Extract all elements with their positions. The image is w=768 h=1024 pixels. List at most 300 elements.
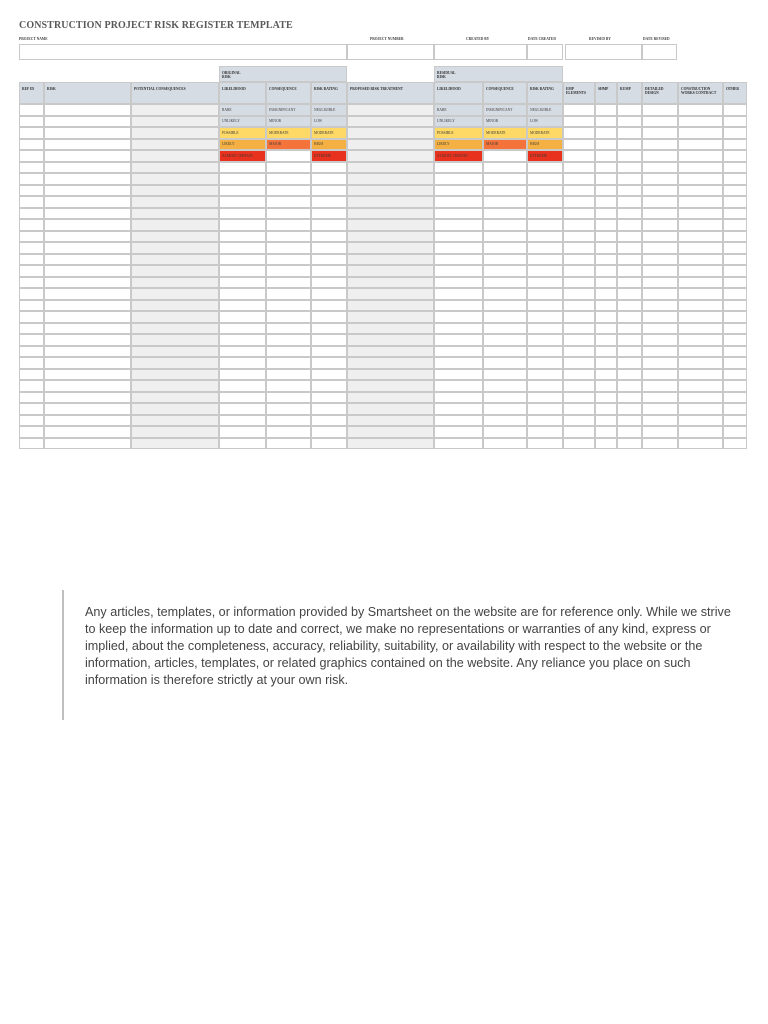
- table-cell[interactable]: [678, 300, 723, 312]
- table-cell[interactable]: [617, 403, 642, 415]
- table-cell[interactable]: [347, 231, 434, 243]
- table-cell[interactable]: [642, 127, 678, 139]
- table-cell[interactable]: [617, 334, 642, 346]
- table-cell[interactable]: [219, 334, 266, 346]
- table-cell[interactable]: [44, 219, 131, 231]
- table-cell[interactable]: [347, 185, 434, 197]
- table-cell[interactable]: [563, 300, 595, 312]
- table-cell[interactable]: [19, 219, 44, 231]
- table-cell[interactable]: [311, 196, 347, 208]
- table-cell[interactable]: [595, 277, 617, 289]
- table-cell[interactable]: [678, 288, 723, 300]
- table-cell[interactable]: [347, 242, 434, 254]
- table-cell[interactable]: [44, 162, 131, 174]
- table-cell[interactable]: [219, 231, 266, 243]
- table-cell[interactable]: [595, 300, 617, 312]
- table-cell[interactable]: [19, 139, 44, 151]
- table-cell[interactable]: [678, 127, 723, 139]
- table-cell[interactable]: [642, 104, 678, 116]
- table-cell[interactable]: [723, 219, 747, 231]
- table-cell[interactable]: [131, 403, 219, 415]
- table-cell[interactable]: [131, 254, 219, 266]
- table-cell[interactable]: [723, 150, 747, 162]
- table-cell[interactable]: [483, 415, 527, 427]
- table-cell[interactable]: [347, 369, 434, 381]
- table-cell[interactable]: [44, 231, 131, 243]
- table-cell[interactable]: [311, 392, 347, 404]
- table-cell[interactable]: [617, 357, 642, 369]
- table-cell[interactable]: [19, 415, 44, 427]
- table-cell[interactable]: [723, 231, 747, 243]
- table-cell[interactable]: [642, 426, 678, 438]
- table-cell[interactable]: [595, 426, 617, 438]
- table-cell[interactable]: [642, 392, 678, 404]
- table-cell[interactable]: [617, 139, 642, 151]
- table-cell[interactable]: [595, 346, 617, 358]
- table-cell[interactable]: [563, 254, 595, 266]
- table-cell[interactable]: [347, 438, 434, 450]
- table-cell[interactable]: [595, 173, 617, 185]
- table-cell[interactable]: [563, 357, 595, 369]
- table-cell[interactable]: [527, 369, 563, 381]
- table-cell[interactable]: [527, 334, 563, 346]
- table-cell[interactable]: [527, 438, 563, 450]
- table-cell[interactable]: [347, 173, 434, 185]
- project-number-field[interactable]: [347, 44, 434, 60]
- table-cell[interactable]: [642, 288, 678, 300]
- table-cell[interactable]: [44, 277, 131, 289]
- table-cell[interactable]: [219, 173, 266, 185]
- table-cell[interactable]: [219, 380, 266, 392]
- table-cell[interactable]: [595, 288, 617, 300]
- table-cell[interactable]: [219, 438, 266, 450]
- table-cell[interactable]: [434, 208, 483, 220]
- table-cell[interactable]: [219, 277, 266, 289]
- table-cell[interactable]: [595, 415, 617, 427]
- table-cell[interactable]: [266, 369, 311, 381]
- table-cell[interactable]: [131, 162, 219, 174]
- table-cell[interactable]: [44, 311, 131, 323]
- table-cell[interactable]: [678, 231, 723, 243]
- table-cell[interactable]: [347, 127, 434, 139]
- table-cell[interactable]: [19, 150, 44, 162]
- table-cell[interactable]: [219, 288, 266, 300]
- table-cell[interactable]: [311, 208, 347, 220]
- table-cell[interactable]: [563, 242, 595, 254]
- table-cell[interactable]: [311, 369, 347, 381]
- table-cell[interactable]: [595, 127, 617, 139]
- table-cell[interactable]: [219, 242, 266, 254]
- table-cell[interactable]: [483, 185, 527, 197]
- table-cell[interactable]: [19, 196, 44, 208]
- table-cell[interactable]: [483, 300, 527, 312]
- table-cell[interactable]: [483, 311, 527, 323]
- table-cell[interactable]: [527, 346, 563, 358]
- table-cell[interactable]: [642, 173, 678, 185]
- table-cell[interactable]: [483, 162, 527, 174]
- table-cell[interactable]: [723, 208, 747, 220]
- table-cell[interactable]: [19, 173, 44, 185]
- table-cell[interactable]: [527, 392, 563, 404]
- table-cell[interactable]: [617, 300, 642, 312]
- table-cell[interactable]: [44, 323, 131, 335]
- table-cell[interactable]: [131, 369, 219, 381]
- table-cell[interactable]: [563, 380, 595, 392]
- table-cell[interactable]: [44, 380, 131, 392]
- table-cell[interactable]: [266, 357, 311, 369]
- table-cell[interactable]: [347, 116, 434, 128]
- table-cell[interactable]: [44, 208, 131, 220]
- table-cell[interactable]: [311, 346, 347, 358]
- table-cell[interactable]: [434, 334, 483, 346]
- table-cell[interactable]: [678, 403, 723, 415]
- table-cell[interactable]: [617, 185, 642, 197]
- table-cell[interactable]: [617, 196, 642, 208]
- table-cell[interactable]: [563, 104, 595, 116]
- table-cell[interactable]: [434, 196, 483, 208]
- table-cell[interactable]: [19, 242, 44, 254]
- table-cell[interactable]: [311, 173, 347, 185]
- table-cell[interactable]: [266, 380, 311, 392]
- table-cell[interactable]: [563, 346, 595, 358]
- table-cell[interactable]: [723, 288, 747, 300]
- table-cell[interactable]: [678, 277, 723, 289]
- table-cell[interactable]: [563, 426, 595, 438]
- table-cell[interactable]: [483, 231, 527, 243]
- table-cell[interactable]: [563, 288, 595, 300]
- table-cell[interactable]: [678, 139, 723, 151]
- table-cell[interactable]: [678, 162, 723, 174]
- table-cell[interactable]: [131, 300, 219, 312]
- table-cell[interactable]: [434, 403, 483, 415]
- table-cell[interactable]: [527, 196, 563, 208]
- table-cell[interactable]: [44, 265, 131, 277]
- table-cell[interactable]: [617, 242, 642, 254]
- table-cell[interactable]: [347, 265, 434, 277]
- table-cell[interactable]: [678, 426, 723, 438]
- table-cell[interactable]: [563, 173, 595, 185]
- table-cell[interactable]: [44, 334, 131, 346]
- table-cell[interactable]: [44, 403, 131, 415]
- table-cell[interactable]: [44, 116, 131, 128]
- table-cell[interactable]: [595, 104, 617, 116]
- table-cell[interactable]: [19, 127, 44, 139]
- table-cell[interactable]: [483, 150, 527, 162]
- date-created-field[interactable]: [527, 44, 563, 60]
- table-cell[interactable]: [434, 392, 483, 404]
- table-cell[interactable]: [434, 415, 483, 427]
- table-cell[interactable]: [44, 438, 131, 450]
- table-cell[interactable]: [219, 357, 266, 369]
- table-cell[interactable]: [347, 196, 434, 208]
- table-cell[interactable]: [617, 127, 642, 139]
- table-cell[interactable]: [527, 254, 563, 266]
- table-cell[interactable]: [131, 265, 219, 277]
- table-cell[interactable]: [44, 196, 131, 208]
- table-cell[interactable]: [266, 254, 311, 266]
- table-cell[interactable]: [563, 150, 595, 162]
- table-cell[interactable]: [131, 380, 219, 392]
- table-cell[interactable]: [595, 242, 617, 254]
- table-cell[interactable]: [311, 380, 347, 392]
- table-cell[interactable]: [131, 357, 219, 369]
- table-cell[interactable]: [595, 380, 617, 392]
- project-name-field[interactable]: [19, 44, 347, 60]
- table-cell[interactable]: [723, 277, 747, 289]
- table-cell[interactable]: [44, 426, 131, 438]
- table-cell[interactable]: [483, 392, 527, 404]
- table-cell[interactable]: [434, 277, 483, 289]
- table-cell[interactable]: [266, 438, 311, 450]
- table-cell[interactable]: [266, 288, 311, 300]
- table-cell[interactable]: [131, 185, 219, 197]
- table-cell[interactable]: [19, 403, 44, 415]
- table-cell[interactable]: [311, 438, 347, 450]
- table-cell[interactable]: [311, 254, 347, 266]
- table-cell[interactable]: [678, 369, 723, 381]
- table-cell[interactable]: [219, 415, 266, 427]
- table-cell[interactable]: [723, 334, 747, 346]
- table-cell[interactable]: [311, 323, 347, 335]
- table-cell[interactable]: [266, 208, 311, 220]
- table-cell[interactable]: [19, 346, 44, 358]
- table-cell[interactable]: [483, 219, 527, 231]
- table-cell[interactable]: [434, 254, 483, 266]
- table-cell[interactable]: [219, 392, 266, 404]
- table-cell[interactable]: [19, 311, 44, 323]
- table-cell[interactable]: [347, 357, 434, 369]
- table-cell[interactable]: [617, 415, 642, 427]
- table-cell[interactable]: [219, 254, 266, 266]
- table-cell[interactable]: [219, 208, 266, 220]
- table-cell[interactable]: [563, 392, 595, 404]
- table-cell[interactable]: [483, 403, 527, 415]
- table-cell[interactable]: [723, 127, 747, 139]
- table-cell[interactable]: [595, 357, 617, 369]
- table-cell[interactable]: [266, 392, 311, 404]
- table-cell[interactable]: [563, 265, 595, 277]
- table-cell[interactable]: [266, 219, 311, 231]
- table-cell[interactable]: [678, 185, 723, 197]
- table-cell[interactable]: [483, 357, 527, 369]
- table-cell[interactable]: [678, 323, 723, 335]
- table-cell[interactable]: [678, 438, 723, 450]
- table-cell[interactable]: [678, 116, 723, 128]
- table-cell[interactable]: [434, 311, 483, 323]
- table-cell[interactable]: [131, 438, 219, 450]
- table-cell[interactable]: [617, 438, 642, 450]
- table-cell[interactable]: [617, 346, 642, 358]
- table-cell[interactable]: [483, 346, 527, 358]
- table-cell[interactable]: [642, 231, 678, 243]
- table-cell[interactable]: [311, 288, 347, 300]
- table-cell[interactable]: [347, 288, 434, 300]
- table-cell[interactable]: [131, 426, 219, 438]
- table-cell[interactable]: [617, 254, 642, 266]
- table-cell[interactable]: [617, 311, 642, 323]
- table-cell[interactable]: [617, 219, 642, 231]
- table-cell[interactable]: [642, 369, 678, 381]
- table-cell[interactable]: [347, 346, 434, 358]
- table-cell[interactable]: [617, 277, 642, 289]
- table-cell[interactable]: [617, 231, 642, 243]
- table-cell[interactable]: [527, 185, 563, 197]
- table-cell[interactable]: [483, 334, 527, 346]
- table-cell[interactable]: [266, 185, 311, 197]
- table-cell[interactable]: [131, 242, 219, 254]
- table-cell[interactable]: [723, 346, 747, 358]
- table-cell[interactable]: [617, 173, 642, 185]
- table-cell[interactable]: [266, 196, 311, 208]
- table-cell[interactable]: [723, 254, 747, 266]
- table-cell[interactable]: [131, 311, 219, 323]
- table-cell[interactable]: [642, 357, 678, 369]
- table-cell[interactable]: [347, 104, 434, 116]
- table-cell[interactable]: [723, 311, 747, 323]
- table-cell[interactable]: [131, 219, 219, 231]
- table-cell[interactable]: [434, 426, 483, 438]
- table-cell[interactable]: [678, 242, 723, 254]
- table-cell[interactable]: [434, 300, 483, 312]
- table-cell[interactable]: [563, 369, 595, 381]
- table-cell[interactable]: [19, 288, 44, 300]
- table-cell[interactable]: [678, 346, 723, 358]
- table-cell[interactable]: [678, 254, 723, 266]
- table-cell[interactable]: [131, 415, 219, 427]
- table-cell[interactable]: [642, 185, 678, 197]
- table-cell[interactable]: [311, 357, 347, 369]
- table-cell[interactable]: [595, 438, 617, 450]
- table-cell[interactable]: [678, 196, 723, 208]
- table-cell[interactable]: [527, 173, 563, 185]
- table-cell[interactable]: [563, 311, 595, 323]
- table-cell[interactable]: [347, 311, 434, 323]
- table-cell[interactable]: [595, 219, 617, 231]
- table-cell[interactable]: [19, 357, 44, 369]
- table-cell[interactable]: [19, 185, 44, 197]
- table-cell[interactable]: [266, 173, 311, 185]
- table-cell[interactable]: [131, 208, 219, 220]
- table-cell[interactable]: [483, 173, 527, 185]
- table-cell[interactable]: [266, 346, 311, 358]
- table-cell[interactable]: [266, 150, 311, 162]
- table-cell[interactable]: [723, 265, 747, 277]
- table-cell[interactable]: [131, 150, 219, 162]
- table-cell[interactable]: [311, 334, 347, 346]
- table-cell[interactable]: [19, 380, 44, 392]
- table-cell[interactable]: [131, 392, 219, 404]
- table-cell[interactable]: [527, 300, 563, 312]
- table-cell[interactable]: [723, 392, 747, 404]
- table-cell[interactable]: [563, 196, 595, 208]
- table-cell[interactable]: [527, 403, 563, 415]
- table-cell[interactable]: [595, 139, 617, 151]
- table-cell[interactable]: [311, 403, 347, 415]
- table-cell[interactable]: [44, 300, 131, 312]
- date-revised-field[interactable]: [642, 44, 677, 60]
- table-cell[interactable]: [44, 346, 131, 358]
- table-cell[interactable]: [642, 380, 678, 392]
- table-cell[interactable]: [563, 277, 595, 289]
- table-cell[interactable]: [563, 231, 595, 243]
- table-cell[interactable]: [723, 426, 747, 438]
- table-cell[interactable]: [563, 415, 595, 427]
- table-cell[interactable]: [563, 403, 595, 415]
- table-cell[interactable]: [44, 288, 131, 300]
- table-cell[interactable]: [678, 265, 723, 277]
- table-cell[interactable]: [19, 104, 44, 116]
- table-cell[interactable]: [642, 139, 678, 151]
- table-cell[interactable]: [595, 265, 617, 277]
- table-cell[interactable]: [44, 150, 131, 162]
- table-cell[interactable]: [617, 116, 642, 128]
- table-cell[interactable]: [434, 288, 483, 300]
- table-cell[interactable]: [563, 323, 595, 335]
- table-cell[interactable]: [723, 300, 747, 312]
- table-cell[interactable]: [723, 403, 747, 415]
- table-cell[interactable]: [347, 334, 434, 346]
- table-cell[interactable]: [595, 254, 617, 266]
- table-cell[interactable]: [347, 162, 434, 174]
- table-cell[interactable]: [19, 208, 44, 220]
- table-cell[interactable]: [527, 380, 563, 392]
- table-cell[interactable]: [44, 369, 131, 381]
- table-cell[interactable]: [723, 380, 747, 392]
- table-cell[interactable]: [19, 265, 44, 277]
- table-cell[interactable]: [311, 185, 347, 197]
- table-cell[interactable]: [19, 116, 44, 128]
- table-cell[interactable]: [347, 208, 434, 220]
- table-cell[interactable]: [311, 415, 347, 427]
- table-cell[interactable]: [723, 438, 747, 450]
- table-cell[interactable]: [434, 231, 483, 243]
- table-cell[interactable]: [563, 334, 595, 346]
- table-cell[interactable]: [266, 162, 311, 174]
- table-cell[interactable]: [266, 277, 311, 289]
- table-cell[interactable]: [219, 219, 266, 231]
- table-cell[interactable]: [131, 116, 219, 128]
- table-cell[interactable]: [131, 104, 219, 116]
- table-cell[interactable]: [434, 380, 483, 392]
- table-cell[interactable]: [131, 173, 219, 185]
- table-cell[interactable]: [131, 127, 219, 139]
- table-cell[interactable]: [595, 162, 617, 174]
- table-cell[interactable]: [483, 438, 527, 450]
- table-cell[interactable]: [642, 162, 678, 174]
- table-cell[interactable]: [527, 208, 563, 220]
- table-cell[interactable]: [219, 265, 266, 277]
- table-cell[interactable]: [642, 219, 678, 231]
- table-cell[interactable]: [347, 300, 434, 312]
- table-cell[interactable]: [642, 415, 678, 427]
- table-cell[interactable]: [347, 139, 434, 151]
- table-cell[interactable]: [311, 162, 347, 174]
- table-cell[interactable]: [563, 219, 595, 231]
- table-cell[interactable]: [642, 438, 678, 450]
- table-cell[interactable]: [617, 208, 642, 220]
- table-cell[interactable]: [219, 403, 266, 415]
- table-cell[interactable]: [311, 277, 347, 289]
- table-cell[interactable]: [44, 357, 131, 369]
- table-cell[interactable]: [527, 323, 563, 335]
- table-cell[interactable]: [527, 415, 563, 427]
- table-cell[interactable]: [678, 208, 723, 220]
- table-cell[interactable]: [131, 231, 219, 243]
- table-cell[interactable]: [527, 426, 563, 438]
- table-cell[interactable]: [434, 219, 483, 231]
- table-cell[interactable]: [642, 254, 678, 266]
- table-cell[interactable]: [678, 380, 723, 392]
